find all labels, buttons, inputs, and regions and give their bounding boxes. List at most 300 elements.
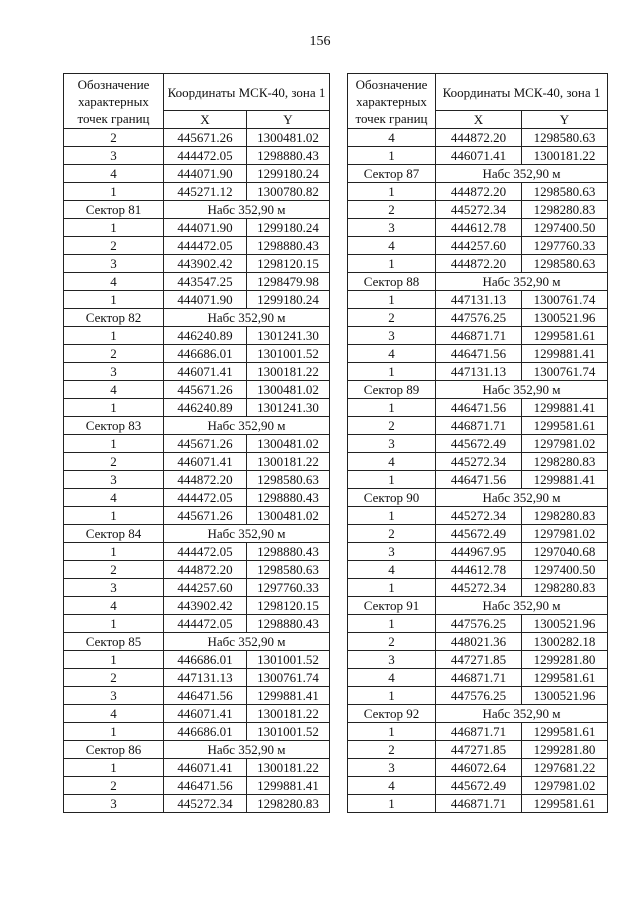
coord-y: 1300181.22: [247, 759, 330, 777]
point-number: 1: [64, 723, 164, 741]
sector-name: Сектор 90: [348, 489, 436, 507]
coord-x: 446686.01: [164, 345, 247, 363]
point-number: 1: [64, 399, 164, 417]
point-number: 4: [64, 489, 164, 507]
table-row: [348, 651, 608, 669]
coord-y: 1297981.02: [522, 525, 608, 543]
coordinates-table-left: [63, 73, 330, 813]
point-number: 1: [64, 543, 164, 561]
sector-row: [348, 597, 608, 615]
table-row: [348, 669, 608, 687]
coord-y: 1298580.63: [522, 255, 608, 273]
table-row: [348, 417, 608, 435]
coord-y: 1298280.83: [522, 507, 608, 525]
coord-y: 1299581.61: [522, 669, 608, 687]
table-row: [348, 471, 608, 489]
coord-x: 444872.20: [436, 183, 522, 201]
header-y: Y: [522, 111, 608, 129]
table-row: [348, 327, 608, 345]
coord-x: 446240.89: [164, 399, 247, 417]
table-row: [348, 435, 608, 453]
coord-y: 1301241.30: [247, 399, 330, 417]
coord-y: 1297760.33: [247, 579, 330, 597]
sector-height: Набс 352,90 м: [436, 273, 608, 291]
point-number: 2: [64, 453, 164, 471]
table-row: [348, 777, 608, 795]
sector-name: Сектор 83: [64, 417, 164, 435]
point-number: 4: [348, 129, 436, 147]
table-row: [64, 615, 330, 633]
coord-y: 1298880.43: [247, 489, 330, 507]
table-row: [348, 363, 608, 381]
table-row: [348, 759, 608, 777]
coord-x: 443902.42: [164, 255, 247, 273]
sector-height: Набс 352,90 м: [436, 489, 608, 507]
point-number: 1: [64, 507, 164, 525]
point-number: 2: [348, 309, 436, 327]
header-coordinates: Координаты МСК-40, зона 1: [436, 74, 608, 111]
table-row: [348, 525, 608, 543]
coord-y: 1297981.02: [522, 777, 608, 795]
coord-y: 1298280.83: [522, 579, 608, 597]
coord-x: 447131.13: [164, 669, 247, 687]
coord-y: 1300181.22: [247, 453, 330, 471]
coord-x: 445671.26: [164, 507, 247, 525]
sector-height: Набс 352,90 м: [436, 165, 608, 183]
coord-x: 446871.71: [436, 417, 522, 435]
table-row: [64, 273, 330, 291]
table-row: [348, 615, 608, 633]
table-row: [348, 219, 608, 237]
point-number: 4: [348, 669, 436, 687]
table-row: [64, 669, 330, 687]
sector-height: Набс 352,90 м: [436, 597, 608, 615]
coord-x: 444967.95: [436, 543, 522, 561]
table-row: [348, 543, 608, 561]
sector-height: Набс 352,90 м: [164, 525, 330, 543]
coord-x: 444872.20: [164, 561, 247, 579]
point-number: 3: [64, 255, 164, 273]
coord-y: 1297040.68: [522, 543, 608, 561]
point-number: 2: [64, 129, 164, 147]
coord-y: 1299581.61: [522, 723, 608, 741]
coord-y: 1300521.96: [522, 309, 608, 327]
coord-x: 445272.34: [436, 579, 522, 597]
table-row: [64, 705, 330, 723]
table-row: [348, 201, 608, 219]
point-number: 1: [64, 615, 164, 633]
point-number: 2: [64, 669, 164, 687]
point-number: 4: [348, 777, 436, 795]
point-number: 2: [64, 777, 164, 795]
coord-x: 444472.05: [164, 615, 247, 633]
point-number: 1: [348, 615, 436, 633]
table-row: [348, 741, 608, 759]
coord-x: 447131.13: [436, 291, 522, 309]
table-row: [348, 345, 608, 363]
header-coordinates: Координаты МСК-40, зона 1: [164, 74, 330, 111]
coord-y: 1299581.61: [522, 327, 608, 345]
point-number: 1: [64, 219, 164, 237]
coord-y: 1299881.41: [522, 345, 608, 363]
table-row: [64, 597, 330, 615]
point-number: 1: [348, 147, 436, 165]
table-row: [348, 633, 608, 651]
header-x: X: [164, 111, 247, 129]
coord-y: 1297400.50: [522, 219, 608, 237]
point-number: 2: [348, 741, 436, 759]
coord-x: 446071.41: [164, 453, 247, 471]
sector-row: [348, 165, 608, 183]
coord-y: 1297400.50: [522, 561, 608, 579]
point-number: 2: [348, 201, 436, 219]
coord-y: 1301001.52: [247, 345, 330, 363]
coordinates-table-right: [347, 73, 608, 813]
point-number: 4: [64, 597, 164, 615]
sector-name: Сектор 84: [64, 525, 164, 543]
sector-name: Сектор 92: [348, 705, 436, 723]
coord-y: 1298580.63: [247, 471, 330, 489]
coord-y: 1298880.43: [247, 237, 330, 255]
table-row: [348, 687, 608, 705]
point-number: 4: [64, 705, 164, 723]
coord-x: 444612.78: [436, 219, 522, 237]
point-number: 3: [64, 687, 164, 705]
point-number: 1: [348, 507, 436, 525]
table-row: [348, 723, 608, 741]
coord-x: 446471.56: [436, 399, 522, 417]
table-row: [64, 219, 330, 237]
coord-x: 446072.64: [436, 759, 522, 777]
coord-y: 1300282.18: [522, 633, 608, 651]
point-number: 1: [348, 399, 436, 417]
sector-name: Сектор 91: [348, 597, 436, 615]
point-number: 3: [64, 363, 164, 381]
header-point-designation: Обозначение характерных точек границ: [348, 74, 436, 129]
sector-row: [348, 705, 608, 723]
point-number: 2: [64, 561, 164, 579]
sector-row: [64, 525, 330, 543]
coord-x: 446471.56: [436, 471, 522, 489]
coord-y: 1300481.02: [247, 507, 330, 525]
coord-x: 446686.01: [164, 723, 247, 741]
point-number: 2: [348, 633, 436, 651]
sector-name: Сектор 88: [348, 273, 436, 291]
coord-x: 444472.05: [164, 237, 247, 255]
sector-height: Набс 352,90 м: [164, 633, 330, 651]
coord-y: 1298280.83: [247, 795, 330, 813]
coord-y: 1300481.02: [247, 381, 330, 399]
coord-x: 447131.13: [436, 363, 522, 381]
sector-name: Сектор 86: [64, 741, 164, 759]
point-number: 1: [348, 795, 436, 813]
table-row: [348, 147, 608, 165]
table-row: [64, 165, 330, 183]
table-row: [64, 345, 330, 363]
table-row: [64, 471, 330, 489]
coord-y: 1299881.41: [522, 471, 608, 489]
point-number: 1: [64, 435, 164, 453]
point-number: 1: [348, 471, 436, 489]
coord-y: 1299281.80: [522, 741, 608, 759]
point-number: 1: [348, 183, 436, 201]
coord-x: 446471.56: [164, 687, 247, 705]
coord-y: 1298880.43: [247, 615, 330, 633]
table-row: [64, 543, 330, 561]
coord-y: 1298880.43: [247, 147, 330, 165]
point-number: 4: [348, 237, 436, 255]
coord-y: 1299581.61: [522, 795, 608, 813]
table-row: [64, 291, 330, 309]
point-number: 1: [64, 183, 164, 201]
point-number: 1: [348, 687, 436, 705]
coord-x: 446071.41: [164, 759, 247, 777]
coord-y: 1301241.30: [247, 327, 330, 345]
coord-x: 443547.25: [164, 273, 247, 291]
coord-x: 445672.49: [436, 435, 522, 453]
sector-name: Сектор 85: [64, 633, 164, 651]
header-point-designation: Обозначение характерных точек границ: [64, 74, 164, 129]
point-number: 2: [348, 417, 436, 435]
sector-name: Сектор 82: [64, 309, 164, 327]
table-row: [64, 651, 330, 669]
coord-y: 1298120.15: [247, 597, 330, 615]
table-row: [64, 399, 330, 417]
coord-y: 1297681.22: [522, 759, 608, 777]
table-row: [64, 723, 330, 741]
point-number: 1: [64, 327, 164, 345]
point-number: 4: [64, 381, 164, 399]
coord-x: 446071.41: [436, 147, 522, 165]
sector-height: Набс 352,90 м: [164, 741, 330, 759]
coord-y: 1298580.63: [522, 129, 608, 147]
coord-y: 1300481.02: [247, 129, 330, 147]
coord-x: 445271.12: [164, 183, 247, 201]
table-row: [64, 579, 330, 597]
sector-row: [64, 201, 330, 219]
sector-row: [348, 489, 608, 507]
coord-x: 445272.34: [164, 795, 247, 813]
point-number: 1: [64, 651, 164, 669]
coord-x: 444472.05: [164, 147, 247, 165]
coord-x: 444872.20: [164, 471, 247, 489]
coord-y: 1299180.24: [247, 291, 330, 309]
sector-name: Сектор 81: [64, 201, 164, 219]
coord-x: 446471.56: [436, 345, 522, 363]
coord-x: 446071.41: [164, 363, 247, 381]
coord-x: 444472.05: [164, 489, 247, 507]
coord-x: 445672.49: [436, 777, 522, 795]
table-row: [348, 255, 608, 273]
table-row: [64, 363, 330, 381]
point-number: 3: [348, 435, 436, 453]
point-number: 4: [348, 345, 436, 363]
coord-x: 444872.20: [436, 129, 522, 147]
sector-row: [64, 633, 330, 651]
coord-x: 447576.25: [436, 615, 522, 633]
coord-x: 445671.26: [164, 435, 247, 453]
coord-x: 446471.56: [164, 777, 247, 795]
point-number: 2: [64, 237, 164, 255]
coord-y: 1299881.41: [522, 399, 608, 417]
table-row: [348, 309, 608, 327]
coord-x: 445272.34: [436, 453, 522, 471]
coord-y: 1299881.41: [247, 777, 330, 795]
sector-height: Набс 352,90 м: [164, 309, 330, 327]
table-row: [64, 183, 330, 201]
coord-y: 1300521.96: [522, 687, 608, 705]
coord-y: 1300761.74: [247, 669, 330, 687]
coord-y: 1300761.74: [522, 291, 608, 309]
coord-y: 1298120.15: [247, 255, 330, 273]
point-number: 3: [64, 147, 164, 165]
coord-y: 1299881.41: [247, 687, 330, 705]
coord-x: 444612.78: [436, 561, 522, 579]
coord-y: 1300780.82: [247, 183, 330, 201]
sector-name: Сектор 87: [348, 165, 436, 183]
table-row: [64, 561, 330, 579]
table-row: [64, 687, 330, 705]
coord-y: 1300181.22: [522, 147, 608, 165]
coord-x: 444071.90: [164, 219, 247, 237]
coord-x: 444257.60: [164, 579, 247, 597]
coord-y: 1298880.43: [247, 543, 330, 561]
point-number: 2: [64, 345, 164, 363]
point-number: 1: [348, 723, 436, 741]
coord-x: 447271.85: [436, 741, 522, 759]
coord-y: 1300761.74: [522, 363, 608, 381]
sector-row: [64, 309, 330, 327]
coord-y: 1299180.24: [247, 165, 330, 183]
header-y: Y: [247, 111, 330, 129]
coord-y: 1299180.24: [247, 219, 330, 237]
sector-height: Набс 352,90 м: [436, 705, 608, 723]
coord-x: 446871.71: [436, 327, 522, 345]
table-row: [64, 129, 330, 147]
coord-x: 444071.90: [164, 165, 247, 183]
table-row: [64, 507, 330, 525]
coord-x: 447576.25: [436, 309, 522, 327]
table-row: [348, 399, 608, 417]
coord-x: 446071.41: [164, 705, 247, 723]
coord-x: 446871.71: [436, 669, 522, 687]
table-row: [348, 453, 608, 471]
page-number: 156: [309, 34, 331, 49]
coord-y: 1298479.98: [247, 273, 330, 291]
coord-x: 446686.01: [164, 651, 247, 669]
coord-y: 1298580.63: [247, 561, 330, 579]
point-number: 3: [64, 795, 164, 813]
coord-y: 1301001.52: [247, 651, 330, 669]
point-number: 3: [348, 219, 436, 237]
table-row: [64, 147, 330, 165]
coord-x: 446871.71: [436, 723, 522, 741]
sector-height: Набс 352,90 м: [164, 201, 330, 219]
coord-x: 445272.34: [436, 201, 522, 219]
coord-y: 1297760.33: [522, 237, 608, 255]
point-number: 2: [348, 525, 436, 543]
coord-y: 1300481.02: [247, 435, 330, 453]
point-number: 1: [348, 363, 436, 381]
coord-y: 1300181.22: [247, 363, 330, 381]
point-number: 4: [348, 453, 436, 471]
sector-row: [348, 273, 608, 291]
coord-x: 447576.25: [436, 687, 522, 705]
coord-x: 445671.26: [164, 381, 247, 399]
table-row: [64, 381, 330, 399]
table-row: [348, 183, 608, 201]
point-number: 1: [64, 291, 164, 309]
point-number: 4: [348, 561, 436, 579]
table-row: [348, 507, 608, 525]
coord-y: 1298280.83: [522, 201, 608, 219]
coord-x: 446240.89: [164, 327, 247, 345]
coord-y: 1301001.52: [247, 723, 330, 741]
table-row: [64, 237, 330, 255]
point-number: 3: [348, 327, 436, 345]
coord-x: 446871.71: [436, 795, 522, 813]
coord-x: 444472.05: [164, 543, 247, 561]
header-x: X: [436, 111, 522, 129]
coord-y: 1300521.96: [522, 615, 608, 633]
point-number: 3: [64, 579, 164, 597]
point-number: 3: [348, 759, 436, 777]
table-row: [348, 561, 608, 579]
table-row: [348, 237, 608, 255]
coord-y: 1298280.83: [522, 453, 608, 471]
point-number: 4: [64, 273, 164, 291]
point-number: 4: [64, 165, 164, 183]
coord-x: 447271.85: [436, 651, 522, 669]
point-number: 1: [348, 255, 436, 273]
coord-y: 1300181.22: [247, 705, 330, 723]
table-row: [64, 795, 330, 813]
sector-row: [64, 417, 330, 435]
table-row: [64, 435, 330, 453]
table-row: [348, 129, 608, 147]
coord-x: 445671.26: [164, 129, 247, 147]
point-number: 1: [64, 759, 164, 777]
table-row: [64, 489, 330, 507]
coord-x: 445672.49: [436, 525, 522, 543]
table-row: [64, 777, 330, 795]
table-row: [64, 327, 330, 345]
coord-x: 448021.36: [436, 633, 522, 651]
point-number: 1: [348, 291, 436, 309]
point-number: 1: [348, 579, 436, 597]
table-row: [348, 291, 608, 309]
table-row: [64, 453, 330, 471]
sector-name: Сектор 89: [348, 381, 436, 399]
coord-x: 445272.34: [436, 507, 522, 525]
sector-height: Набс 352,90 м: [164, 417, 330, 435]
coord-y: 1299581.61: [522, 417, 608, 435]
sector-row: [64, 741, 330, 759]
coord-x: 444071.90: [164, 291, 247, 309]
sector-row: [348, 381, 608, 399]
point-number: 3: [64, 471, 164, 489]
coord-y: 1298580.63: [522, 183, 608, 201]
table-row: [64, 255, 330, 273]
coord-x: 444872.20: [436, 255, 522, 273]
point-number: 3: [348, 651, 436, 669]
coord-x: 444257.60: [436, 237, 522, 255]
table-row: [348, 795, 608, 813]
coord-y: 1299281.80: [522, 651, 608, 669]
coord-x: 443902.42: [164, 597, 247, 615]
coord-y: 1297981.02: [522, 435, 608, 453]
point-number: 3: [348, 543, 436, 561]
